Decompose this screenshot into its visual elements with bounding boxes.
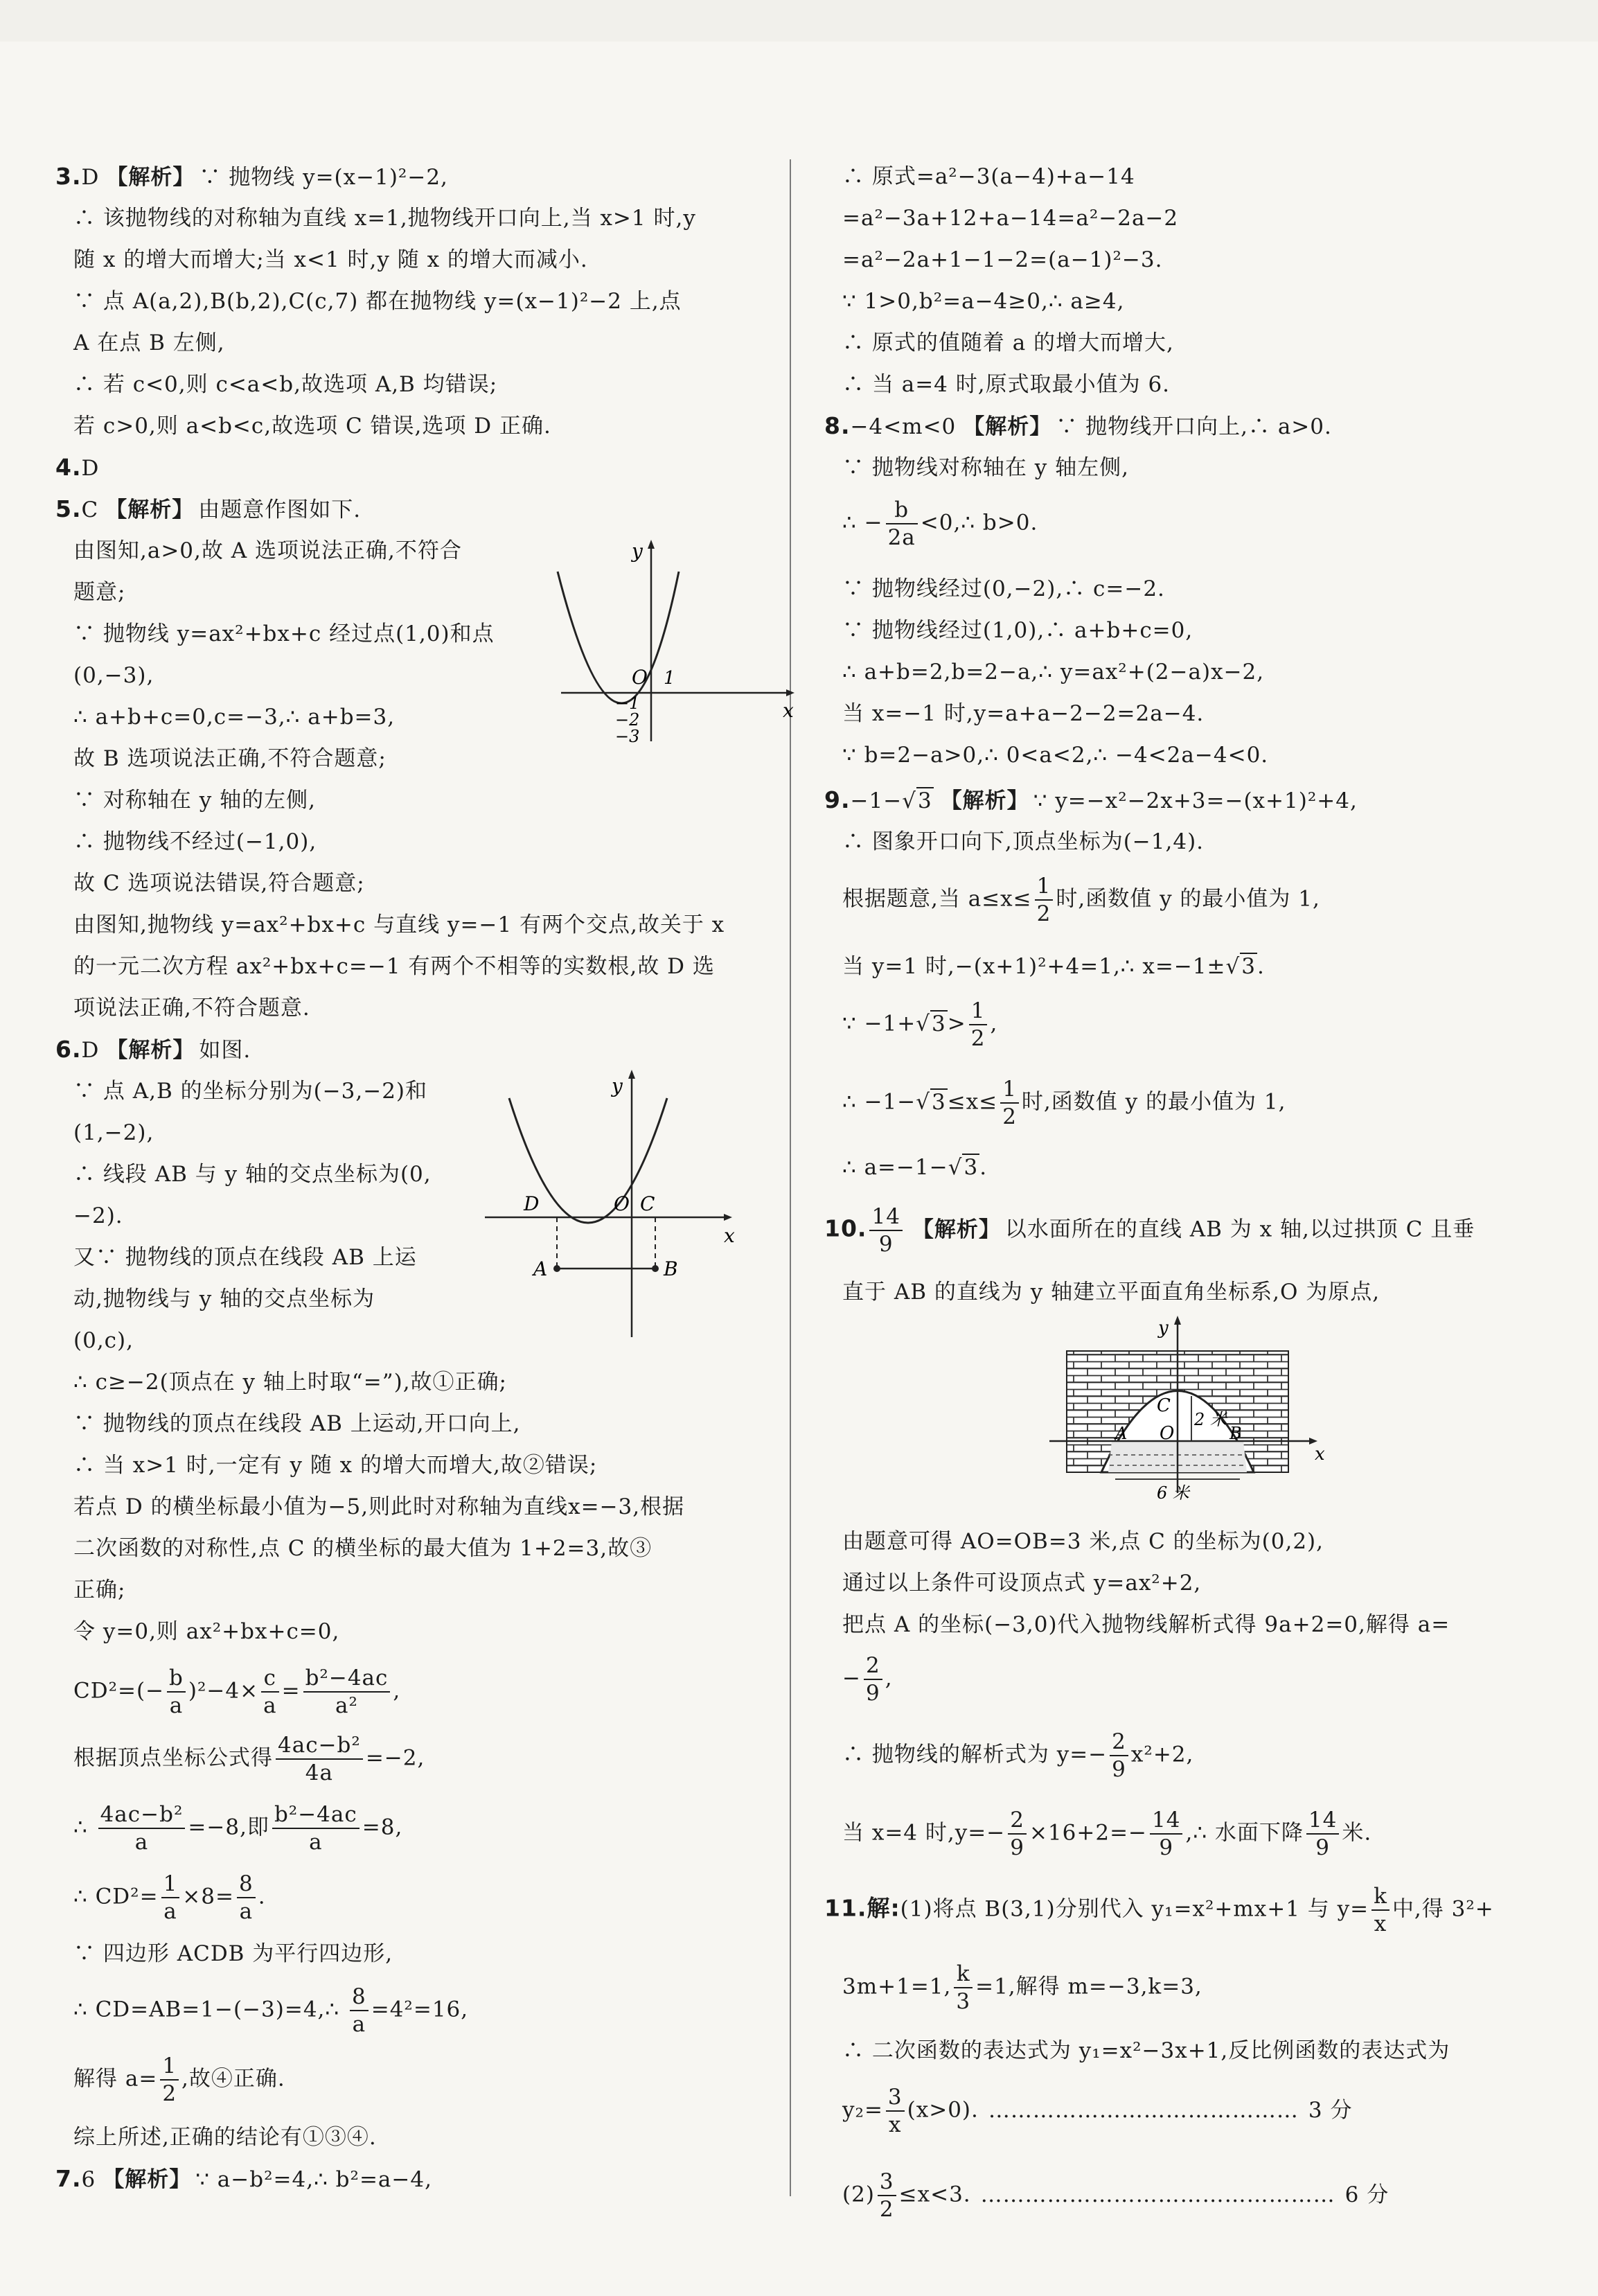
q6-line-10: ∵ 抛物线的顶点在线段 AB 上运动,开口向上, [73, 1411, 521, 1436]
tick-label-1: 1 [664, 668, 675, 689]
point-a [553, 1265, 560, 1272]
q9-line-6: ∴ −1−√3≤x≤ $\frac{1}{2}$ 时,函数值 y 的最小值为 1, [842, 1077, 1286, 1129]
x-axis-arrow-icon [724, 1214, 732, 1221]
q6-cd-squared-formula: CD²=(− $\frac{b}{a}$ )²−4× $\frac{c}{a}$ = $\frac{\text{b²−4ac}}{\text{a²}}$ , [73, 1666, 401, 1718]
origin-label: O [1160, 1423, 1175, 1444]
q7-line-5: ∵ 1>0,b²=a−4≥0,∴ a≥4, [842, 289, 1125, 314]
y-axis-arrow-icon [1174, 1316, 1181, 1325]
q8-line-8: ∵ b=2−a>0,∴ 0<a<2,∴ −4<2a−4<0. [842, 743, 1269, 768]
y-axis-label: y [632, 540, 643, 563]
x-axis-arrow-icon [786, 689, 794, 696]
q10-line-3: 由题意可得 AO=OB=3 米,点 C 的坐标为(0,2), [842, 1529, 1324, 1554]
q3-line-7: 若 c>0,则 a<b<c,故选项 C 错误,选项 D 正确. [73, 414, 551, 439]
q7-line-1: 7.6 【解析】 ∵ a−b²=4,∴ b²=a−4, [55, 2165, 432, 2192]
q6-line-1: 6.D 【解析】 如图. [55, 1036, 251, 1063]
q8-line-6: ∴ a+b=2,b=2−a,∴ y=ax²+(2−a)x−2, [842, 660, 1265, 685]
point-a-label: A [1115, 1424, 1128, 1443]
q5-line-12: 的一元二次方程 ax²+bx+c=−1 有两个不相等的实数根,故 D 选 [73, 954, 715, 979]
point-a-label: A [533, 1257, 548, 1280]
q3-line-6: ∴ 若 c<0,则 c<a<b,故选项 A,B 均错误; [73, 372, 498, 397]
q10-line-2: 直于 AB 的直线为 y 轴建立平面直角坐标系,O 为原点, [842, 1280, 1381, 1305]
point-b-label: B [664, 1257, 678, 1280]
q9-line-3: 根据题意,当 a≤x≤ $\frac{1}{2}$ 时,函数值 y 的最小值为 1, [842, 874, 1320, 926]
q6-line-14: 正确; [73, 1578, 126, 1602]
q8-line-1: 8.−4<m<0 【解析】 ∵ 抛物线开口向上,∴ a>0. [824, 412, 1332, 439]
q6-line-2: ∵ 点 A,B 的坐标分别为(−3,−2)和 [73, 1079, 428, 1104]
origin-label: O [614, 1192, 630, 1215]
tick-label-minus-1: −1 [615, 694, 640, 713]
q5-line-7: 故 B 选项说法正确,不符合题意; [73, 746, 387, 771]
q11-line-3: ∴ 二次函数的表达式为 y₁=x²−3x+1,反比例函数的表达式为 [842, 2038, 1450, 2063]
height-label: 2 米 [1194, 1410, 1227, 1429]
y-axis-arrow-icon [628, 1070, 635, 1079]
x-axis-label: x [783, 699, 794, 722]
q3-line-5: A 在点 B 左侧, [73, 330, 225, 355]
column-divider [790, 159, 791, 2196]
q5-line-1: 5.C 【解析】 由题意作图如下. [55, 495, 362, 522]
q6-derivation-3: ∴ CD=AB=1−(−3)=4,∴ $\frac{8}{a}$ =4²=16, [73, 1984, 469, 2037]
q11-line-2: 3m+1=1, $\frac{k}{3}$ =1,解得 m=−3,k=3, [842, 1961, 1202, 2014]
tick-label-minus-3: −3 [615, 727, 640, 745]
q6-derivation-2: ∴ CD²= $\frac{1}{a}$ ×8= $\frac{8}{a}$ . [73, 1871, 266, 1924]
q7-line-7: ∴ 当 a=4 时,原式取最小值为 6. [842, 372, 1171, 397]
q10-line-4: 通过以上条件可设顶点式 y=ax²+2, [842, 1571, 1202, 1596]
q6-conclusion: 综上所述,正确的结论有①③④. [73, 2125, 377, 2150]
q6-line-15: 令 y=0,则 ax²+bx+c=0, [73, 1619, 340, 1644]
q7-line-2: ∴ 原式=a²−3(a−4)+a−14 [842, 164, 1135, 189]
q10-line-6: − $\frac{2}{9}$ , [842, 1653, 893, 1706]
q6-line-12: 若点 D 的横坐标最小值为−5,则此时对称轴为直线x=−3,根据 [73, 1494, 685, 1519]
q6-line-parallelogram: ∵ 四边形 ACDB 为平行四边形, [73, 1941, 393, 1966]
q11-line-5: (2) $\frac{3}{2}$ ≤x<3. ………………………………………… 6 分 [842, 2169, 1390, 2222]
q6-line-13: 二次函数的对称性,点 C 的横坐标的最大值为 1+2=3,故③ [73, 1536, 652, 1561]
q6-derivation-1: ∴ $\frac{\text{4ac−b²}}{a}$ =−8,即 $\frac{\text{b²−4ac}}{a}$ =8, [73, 1802, 403, 1855]
q10-line-7: ∴ 抛物线的解析式为 y=− $\frac{2}{9}$ x²+2, [842, 1729, 1194, 1782]
q7-line-4: =a²−2a+1−1−2=(a−1)²−3. [842, 247, 1163, 272]
q3-line-3: 随 x 的增大而增大;当 x<1 时,y 随 x 的增大而减小. [73, 247, 588, 272]
q5-line-9: ∴ 抛物线不经过(−1,0), [73, 829, 317, 854]
origin-label: O [632, 666, 648, 689]
q6-line-4: ∴ 线段 AB 与 y 轴的交点坐标为(0, [73, 1162, 432, 1187]
q6-line-11: ∴ 当 x>1 时,一定有 y 随 x 的增大而增大,故②错误; [73, 1453, 598, 1478]
q3-line-1: 3.D 【解析】 ∵ 抛物线 y=(x−1)²−2, [55, 163, 448, 190]
point-b [652, 1265, 659, 1272]
q10-line-8: 当 x=4 时,y=− $\frac{2}{9}$ ×16+2=− $\frac{14}{9}$ ,∴ 水面下降 $\frac{14}{9}$ 米. [842, 1808, 1372, 1860]
q5-line-6: ∴ a+b+c=0,c=−3,∴ a+b=3, [73, 705, 396, 730]
q8-line-2: ∵ 抛物线对称轴在 y 轴左侧, [842, 455, 1129, 480]
q10-line-5: 把点 A 的坐标(−3,0)代入抛物线解析式得 9a+2=0,解得 a= [842, 1612, 1450, 1637]
q9-line-5: ∵ −1+√3> $\frac{1}{2}$ , [842, 998, 998, 1051]
q3-line-4: ∵ 点 A(a,2),B(b,2),C(c,7) 都在抛物线 y=(x−1)²−2 上,点 [73, 289, 682, 314]
q5-line-10: 故 C 选项说法错误,符合题意; [73, 871, 365, 896]
q3-line-2: ∴ 该抛物线的对称轴为直线 x=1,抛物线开口向上,当 x>1 时,y [73, 206, 696, 231]
q5-line-8: ∵ 对称轴在 y 轴的左侧, [73, 788, 316, 813]
q5-line-3: 题意; [73, 580, 126, 605]
q9-line-7: ∴ a=−1−√3. [842, 1155, 988, 1180]
y-axis-label: y [612, 1075, 623, 1097]
q6-line-8: (0,c), [73, 1328, 134, 1353]
point-c-label: C [1157, 1395, 1171, 1416]
q5-line-2: 由图知,a>0,故 A 选项说法正确,不符合 [73, 538, 462, 563]
q5-line-4: ∵ 抛物线 y=ax²+bx+c 经过点(1,0)和点 [73, 621, 495, 646]
width-label: 6 米 [1157, 1483, 1189, 1503]
parabola-curve [558, 572, 679, 703]
q8-line-3: ∴ − $\frac{b}{2a}$ <0,∴ b>0. [842, 497, 1038, 550]
q6-line-5: −2). [73, 1203, 123, 1228]
x-axis-label: x [1315, 1444, 1325, 1465]
q6-vertex-formula: 根据顶点坐标公式得 $\frac{\text{4ac−b²}}{4a}$ =−2, [73, 1733, 425, 1785]
q8-line-7: 当 x=−1 时,y=a+a−2−2=2a−4. [842, 701, 1205, 726]
point-d-label: D [524, 1192, 540, 1215]
q6-line-3: (1,−2), [73, 1120, 154, 1145]
page-top-margin [0, 0, 1598, 42]
q6-solve-a: 解得 a= $\frac{1}{2}$ ,故④正确. [73, 2054, 285, 2106]
q10-line-1: 10. $\frac{14}{9}$ 【解析】 以水面所在的直线 AB 为 x 轴,以过拱顶 C 且垂 [824, 1204, 1475, 1257]
q5-line-5: (0,−3), [73, 663, 154, 688]
tick-label-minus-2: −2 [615, 710, 640, 730]
q6-line-7: 动,抛物线与 y 轴的交点坐标为 [73, 1287, 375, 1312]
point-c-label: C [640, 1192, 655, 1215]
q10-bridge-figure [1046, 1313, 1337, 1514]
q11-line-4: y₂= $\frac{3}{x}$ (x>0). …………………………………… 3 分 [842, 2085, 1353, 2137]
q6-parabola-figure [478, 1063, 741, 1341]
q9-line-1: 9.−1−√3 【解析】 ∵ y=−x²−2x+3=−(x+1)²+4, [824, 786, 1358, 813]
q8-line-4: ∵ 抛物线经过(0,−2),∴ c=−2. [842, 576, 1165, 601]
q5-line-13: 项说法正确,不符合题意. [73, 996, 310, 1021]
q5-parabola-figure [547, 530, 797, 745]
point-b-label: B [1229, 1424, 1242, 1443]
y-axis-label: y [1158, 1318, 1169, 1339]
q11-line-1: 11.解:(1)将点 B(3,1)分别代入 y₁=x²+mx+1 与 y= $\frac{k}{x}$ 中,得 3²+ [824, 1884, 1494, 1936]
q8-line-5: ∵ 抛物线经过(1,0),∴ a+b+c=0, [842, 618, 1193, 643]
q6-line-9: ∴ c≥−2(顶点在 y 轴上时取“=”),故①正确; [73, 1370, 507, 1395]
q7-line-3: =a²−3a+12+a−14=a²−2a−2 [842, 206, 1179, 231]
q9-line-4: 当 y=1 时,−(x+1)²+4=1,∴ x=−1±√3. [842, 954, 1265, 979]
x-axis-label: x [724, 1224, 735, 1247]
q4-line: 4.D [55, 454, 100, 481]
q5-line-11: 由图知,抛物线 y=ax²+bx+c 与直线 y=−1 有两个交点,故关于 x [73, 912, 725, 937]
q9-line-2: ∴ 图象开口向下,顶点坐标为(−1,4). [842, 829, 1205, 854]
q7-line-6: ∴ 原式的值随着 a 的增大而增大, [842, 330, 1174, 355]
y-axis-arrow-icon [648, 540, 655, 549]
q6-line-6: 又∵ 抛物线的顶点在线段 AB 上运 [73, 1245, 417, 1270]
